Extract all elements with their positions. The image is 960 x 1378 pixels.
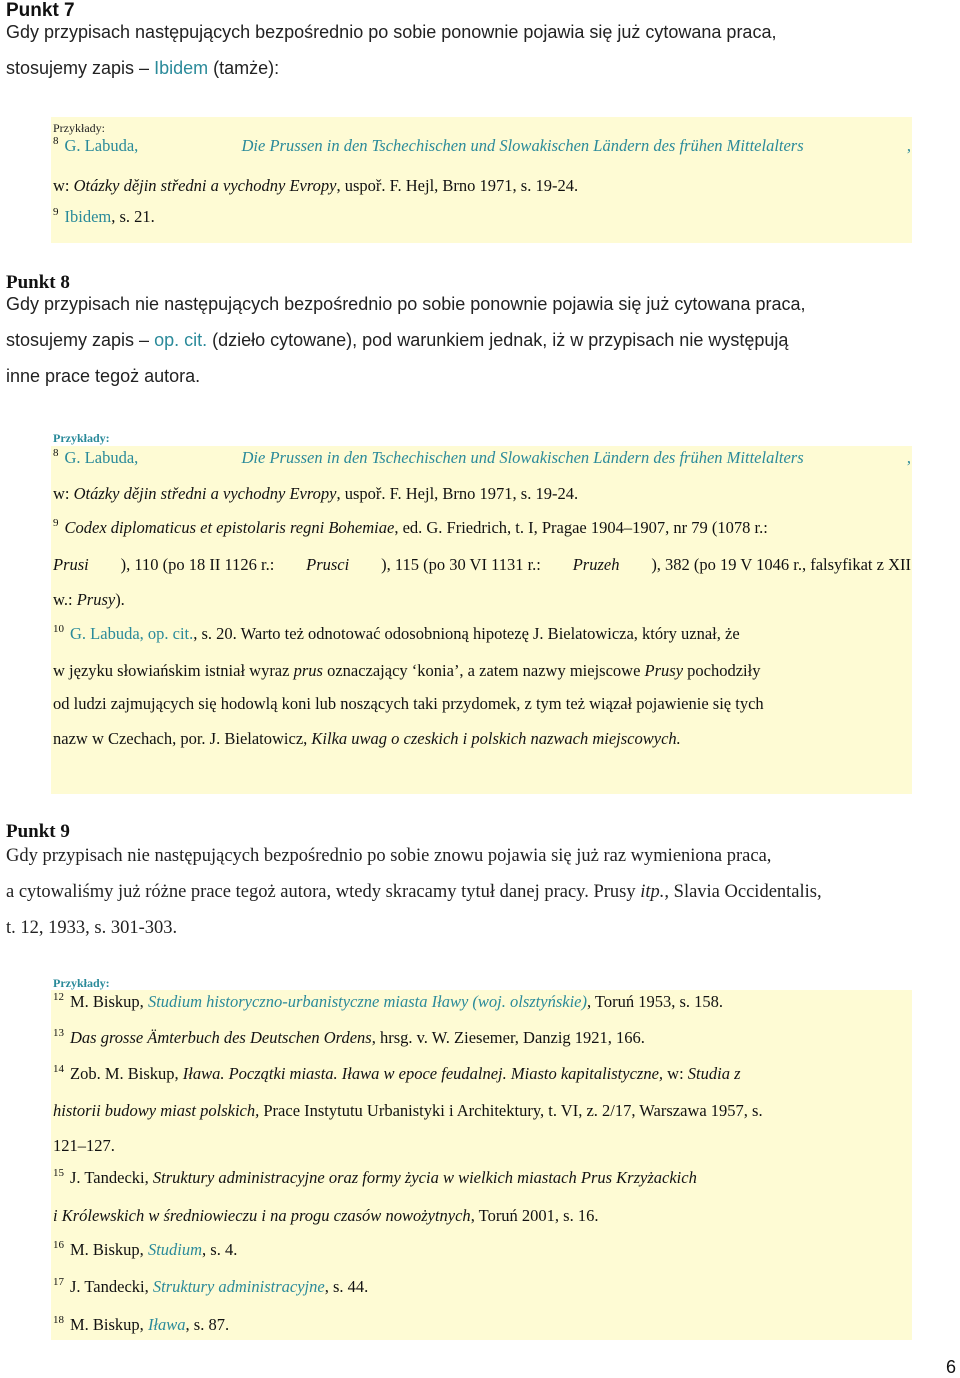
punkt7-footnote-8-line2 bbox=[53, 176, 578, 196]
punkt9-footnote-17 bbox=[53, 1277, 368, 1297]
punkt8-paragraph bbox=[6, 286, 960, 394]
fn8-pages: , s. 19-24. bbox=[512, 176, 579, 195]
punkt8-footnote-9-line3 bbox=[53, 590, 125, 610]
footnote-number: 9 bbox=[53, 206, 59, 218]
fn9b-w: w.: bbox=[53, 590, 77, 609]
fn14-l2b: Prace Instytutu Urbanistyki i Architektury, t. VI, z. 2/17, Warszawa 1957, s. bbox=[259, 1101, 763, 1120]
fn16-b: Studium bbox=[147, 1240, 203, 1259]
punkt8-line1: Gdy przypisach nie następujących bezpośrednio po sobie ponownie pojawia się już cytowana praca, bbox=[6, 294, 806, 314]
fn17-b: Struktury administracyjne bbox=[152, 1277, 325, 1296]
fn10-opcit: G. Labuda, op. cit. bbox=[70, 624, 194, 643]
fn9b-seg2: ), 110 (po 18 II 1126 r.: bbox=[120, 555, 275, 574]
fn10-l2c: oznaczający ‘konia’, a zatem nazwy miejscowe bbox=[322, 661, 645, 680]
page-number: 6 bbox=[945, 1357, 956, 1377]
fn8b-title: Die Prussen in den Tschechischen und Slowakischen Ländern des frühen Mittelalters bbox=[241, 448, 804, 467]
punkt9-line1: Gdy przypisach nie następujących bezpośrednio po sobie znowu pojawia się już raz wymieniona praca, bbox=[6, 846, 772, 866]
punkt7-paragraph bbox=[6, 14, 960, 86]
fn8-author: G. Labuda, bbox=[64, 136, 139, 155]
fn12-c: , Toruń 1953, s. 158. bbox=[586, 992, 724, 1011]
punkt9-footnote-15 bbox=[53, 1168, 911, 1188]
fn8b-seg1 bbox=[53, 448, 138, 468]
punkt8-line2-post: (dzieło cytowane), pod warunkiem jednak, iż w przypisach nie występują bbox=[207, 330, 789, 350]
fn18-a: M. Biskup, bbox=[70, 1315, 148, 1334]
fn9b-prusci: Prusci bbox=[306, 555, 350, 574]
footnote-number: 17 bbox=[53, 1276, 64, 1288]
fn15-a: J. Tandecki, bbox=[70, 1168, 153, 1187]
punkt9-heading: Punkt 9 bbox=[6, 821, 70, 842]
punkt8-heading: Punkt 8 bbox=[6, 272, 70, 293]
punkt9-examples-label: Przykłady: bbox=[53, 976, 110, 990]
fn9b-prusy: Prusy bbox=[76, 590, 116, 609]
fn15-b: Struktury administracyjne oraz formy życia w wielkich miastach Prus Krzyżackich bbox=[152, 1168, 697, 1187]
punkt7-line1: Gdy przypisach następujących bezpośrednio po sobie ponownie pojawia się już cytowana praca, bbox=[6, 22, 777, 42]
punkt9-footnote-13 bbox=[53, 1028, 645, 1048]
fn13-b: , hrsg. v. W. Ziesemer, Danzig 1921, 166. bbox=[371, 1028, 645, 1047]
fn10-l4a: nazw w Czechach, por. J. Bielatowicz, bbox=[53, 729, 312, 748]
footnote-number: 8 bbox=[53, 135, 59, 147]
punkt9-footnote-16 bbox=[53, 1240, 237, 1260]
punkt7-heading: Punkt 7 bbox=[6, 0, 75, 21]
punkt8-line2-pre: stosujemy zapis – bbox=[6, 330, 155, 350]
fn9-ibidem: Ibidem bbox=[64, 207, 112, 226]
footnote-number: 10 bbox=[53, 623, 64, 635]
fn12-title: Studium historyczno-urbanistyczne miasta Iławy (woj. olsztyńskie) bbox=[147, 992, 587, 1011]
punkt9-footnote-14 bbox=[53, 1064, 911, 1084]
fn14-b: Iława. Początki miasta. Iława w epoce feudalnej. Miasto kapitalistyczne, bbox=[182, 1064, 664, 1083]
punkt8-footnote-10-line2 bbox=[53, 661, 911, 681]
footnote-number: 13 bbox=[53, 1027, 64, 1039]
punkt9-footnote-18 bbox=[53, 1315, 229, 1335]
fn9b-seg6: ), 382 (po 19 V 1046 r., falsyfikat z XII bbox=[651, 555, 911, 574]
fn9b-end: ). bbox=[115, 590, 125, 609]
fn12-a: M. Biskup, bbox=[70, 992, 148, 1011]
fn17-c: , s. 44. bbox=[324, 1277, 369, 1296]
fn10-text: , s. 20. Warto też odnotować odosobnioną hipotezę J. Bielatowicza, który uznał, że bbox=[193, 624, 740, 643]
punkt9-footnote-15-line2 bbox=[53, 1206, 598, 1226]
punkt8-line2 bbox=[6, 322, 960, 358]
fn10-l4b: Kilka uwag o czeskich i polskich nazwach miejscowych. bbox=[311, 729, 681, 748]
fn8-seg1 bbox=[53, 136, 138, 156]
punkt8-footnote-8 bbox=[53, 448, 911, 468]
fn8b-source-title: Otázky dějin středni a vychodny Evropy bbox=[73, 484, 337, 503]
fn10-l2d: Prusy bbox=[644, 661, 684, 680]
fn8b-w: w: bbox=[53, 484, 74, 503]
fn14-d: Studia z bbox=[687, 1064, 741, 1083]
punkt7-footnote-8 bbox=[53, 136, 911, 156]
footnote-number: 18 bbox=[53, 1314, 64, 1326]
punkt8-footnote-9-line2 bbox=[53, 555, 911, 575]
punkt9-line3: t. 12, 1933, s. 301-303. bbox=[6, 918, 178, 938]
punkt8-footnote-8-line2 bbox=[53, 484, 578, 504]
fn14-a: Zob. M. Biskup, bbox=[70, 1064, 183, 1083]
punkt7-line2-post: (tamże): bbox=[208, 58, 280, 78]
fn15-l2b: , Toruń 2001, s. 16. bbox=[470, 1206, 599, 1225]
p9-l2a: a cytowaliśmy już różne prace tegoż autora, wtedy skracamy tytuł danej pracy. Prusy bbox=[6, 882, 641, 902]
fn8-comma: , bbox=[906, 136, 911, 155]
footnote-number: 9 bbox=[53, 517, 59, 529]
footnote-number: 8 bbox=[53, 447, 59, 459]
fn8-editor: , uspoř. F. Hejl, Brno 1971 bbox=[336, 176, 513, 195]
fn16-a: M. Biskup, bbox=[70, 1240, 148, 1259]
fn10-l2b: prus bbox=[293, 661, 323, 680]
p9-l2b: itp. bbox=[640, 882, 665, 902]
op-cit-term: op. cit. bbox=[154, 330, 208, 350]
fn17-a: J. Tandecki, bbox=[70, 1277, 153, 1296]
punkt8-footnote-10 bbox=[53, 624, 911, 644]
p9-l2c: , Slavia Occidentalis, bbox=[664, 882, 822, 902]
fn16-c: , s. 4. bbox=[202, 1240, 238, 1259]
fn18-b: Iława bbox=[147, 1315, 186, 1334]
fn10-l2 bbox=[53, 661, 760, 681]
punkt7-examples-label: Przykłady: bbox=[53, 121, 105, 135]
fn8-title: Die Prussen in den Tschechischen und Slowakischen Ländern des frühen Mittelalters bbox=[241, 136, 804, 155]
fn8b-comma: , bbox=[906, 448, 911, 467]
punkt9-footnote-14-line2 bbox=[53, 1101, 763, 1121]
punkt8-footnote-10-line3: od ludzi zajmujących się hodowlą koni lub noszących taki przydomek, z tym też wiązał pojawienie się tych bbox=[53, 694, 764, 713]
fn9b-seg4: ), 115 (po 30 VI 1131 r.: bbox=[381, 555, 541, 574]
fn10-l2a: w języku słowiańskim istniał wyraz bbox=[53, 661, 294, 680]
footnote-number: 14 bbox=[53, 1063, 64, 1075]
fn8b-pages: , s. 19-24. bbox=[512, 484, 579, 503]
punkt8-footnote-10-line4 bbox=[53, 729, 681, 749]
fn8b-author: G. Labuda, bbox=[64, 448, 139, 467]
fn14-l1 bbox=[53, 1064, 741, 1084]
fn8-source-title: Otázky dějin středni a vychodny Evropy bbox=[73, 176, 337, 195]
punkt7-line2 bbox=[6, 50, 960, 86]
fn9b-codex-title: Codex diplomaticus et epistolaris regni Bohemiae bbox=[64, 518, 395, 537]
punkt9-line2 bbox=[6, 874, 960, 910]
fn10-seg1 bbox=[53, 624, 740, 644]
fn14-l2a: historii budowy miast polskich, bbox=[53, 1101, 260, 1120]
fn10-l2e: pochodziły bbox=[683, 661, 761, 680]
fn15-l1 bbox=[53, 1168, 697, 1188]
footnote-number: 12 bbox=[53, 991, 64, 1003]
fn18-c: , s. 87. bbox=[185, 1315, 230, 1334]
fn8b-editor: , uspoř. F. Hejl, Brno 1971 bbox=[336, 484, 513, 503]
footnote-number: 16 bbox=[53, 1239, 64, 1251]
fn14-c: w: bbox=[663, 1064, 688, 1083]
fn8-w: w: bbox=[53, 176, 74, 195]
ibidem-term: Ibidem bbox=[154, 58, 209, 78]
punkt8-line3: inne prace tegoż autora. bbox=[6, 366, 201, 386]
fn9b-pruzeh: Pruzeh bbox=[572, 555, 620, 574]
punkt9-footnote-14-line3: 121–127. bbox=[53, 1136, 115, 1155]
punkt8-examples-label: Przykłady: bbox=[53, 431, 110, 445]
fn9b-prusi: Prusi bbox=[53, 555, 89, 574]
fn13-title: Das grosse Ämterbuch des Deutschen Ordens bbox=[70, 1028, 372, 1047]
fn9-pages: , s. 21. bbox=[111, 207, 155, 226]
punkt8-footnote-9 bbox=[53, 518, 768, 538]
footnote-number: 15 bbox=[53, 1167, 64, 1179]
fn9b-details: , ed. G. Friedrich, t. I, Pragae 1904–1907, nr 79 (1078 r.: bbox=[394, 518, 768, 537]
punkt9-paragraph bbox=[6, 838, 960, 946]
punkt7-line2-pre: stosujemy zapis – bbox=[6, 58, 155, 78]
punkt7-footnote-9 bbox=[53, 207, 155, 227]
fn15-l2a: i Królewskich w średniowieczu i na progu czasów nowożytnych bbox=[53, 1206, 471, 1225]
punkt9-footnote-12 bbox=[53, 992, 723, 1012]
